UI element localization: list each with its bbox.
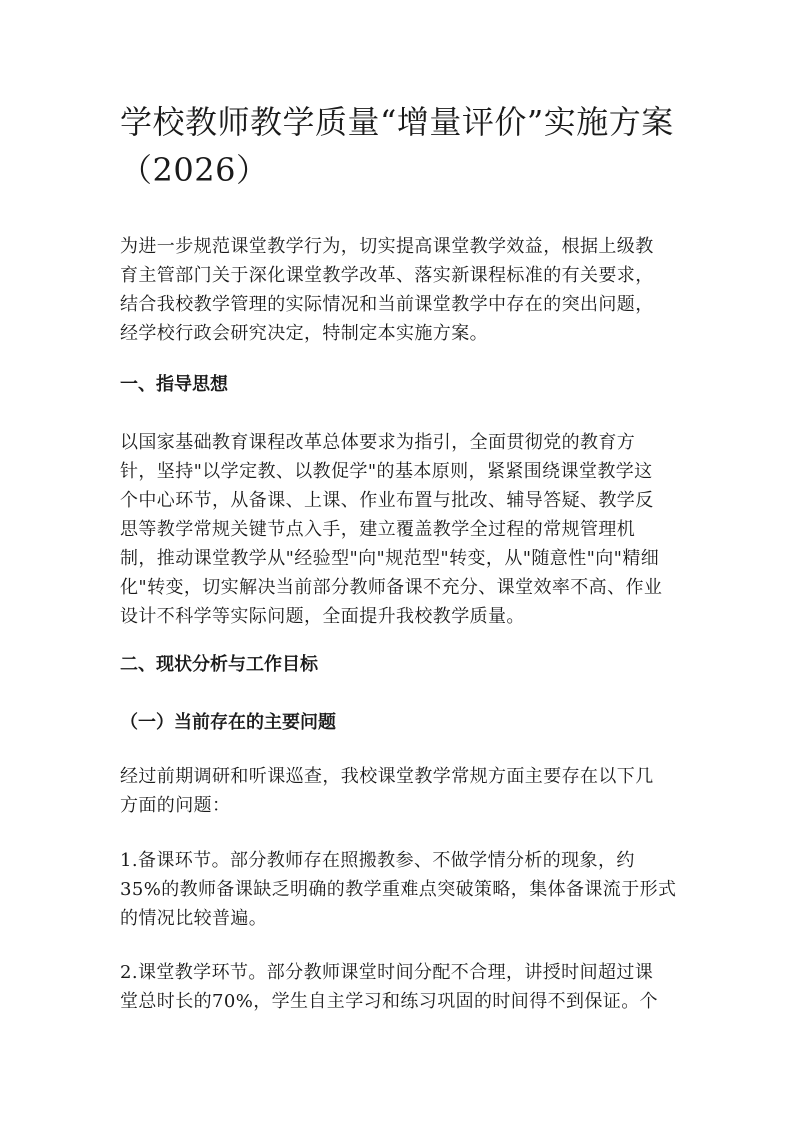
text-line: 思等教学常规关键节点入手，建立覆盖教学全过程的常规管理机 (120, 519, 636, 540)
document-title (120, 98, 680, 194)
text-line: 经过前期调研和听课巡查，我校课堂教学常规方面主要存在以下几 (120, 766, 654, 787)
list-item (120, 958, 675, 1016)
text-line: 以国家基础教育课程改革总体要求为指引，全面贯彻党的教育方 (120, 432, 636, 453)
text-line: 2.课堂教学环节。部分教师课堂时间分配不合理，讲授时间超过课 (120, 962, 654, 983)
text-line: 结合我校教学管理的实际情况和当前课堂教学中存在的突出问题， (120, 294, 654, 315)
text-line: 制，推动课堂教学从"经验型"向"规范型"转变，从"随意性"向"精细 (120, 548, 660, 569)
text-line: 1.备课环节。部分教师存在照搬教参、不做学情分析的现象，约 (120, 850, 635, 871)
intro-paragraph (120, 232, 675, 348)
text-line: 设计不科学等实际问题，全面提升我校教学质量。 (120, 606, 525, 627)
list-item (120, 846, 675, 933)
text-line: 方面的问题： (120, 795, 231, 816)
text-line: 堂总时长的70%，学生自主学习和练习巩固的时间得不到保证。个 (120, 991, 659, 1012)
section-heading: 一、指导思想 (120, 374, 228, 395)
text-line: 个中心环节，从备课、上课、作业布置与批改、辅导答疑、教学反 (120, 490, 654, 511)
text-line: 为进一步规范课堂教学行为，切实提高课堂教学效益，根据上级教 (120, 236, 654, 257)
subsection-heading: （一）当前存在的主要问题 (120, 712, 336, 733)
text-line: 的情况比较普遍。 (120, 908, 268, 929)
title-line: 学校教师教学质量“增量评价”实施方案 (120, 103, 674, 141)
subsection-paragraph (120, 762, 675, 820)
section-heading: 二、现状分析与工作目标 (120, 654, 318, 675)
text-line: 针，坚持"以学定教、以教促学"的基本原则，紧紧围绕课堂教学这 (120, 461, 653, 482)
text-line: 35%的教师备课缺乏明确的教学重难点突破策略，集体备课流于形式 (120, 879, 677, 900)
section-paragraph (120, 428, 675, 631)
text-line: 化"转变，切实解决当前部分教师备课不充分、课堂效率不高、作业 (120, 577, 663, 598)
text-line: 经学校行政会研究决定，特制定本实施方案。 (120, 323, 488, 344)
title-line: （2026） (120, 151, 269, 189)
text-line: 育主管部门关于深化课堂教学改革、落实新课程标准的有关要求， (120, 265, 654, 286)
